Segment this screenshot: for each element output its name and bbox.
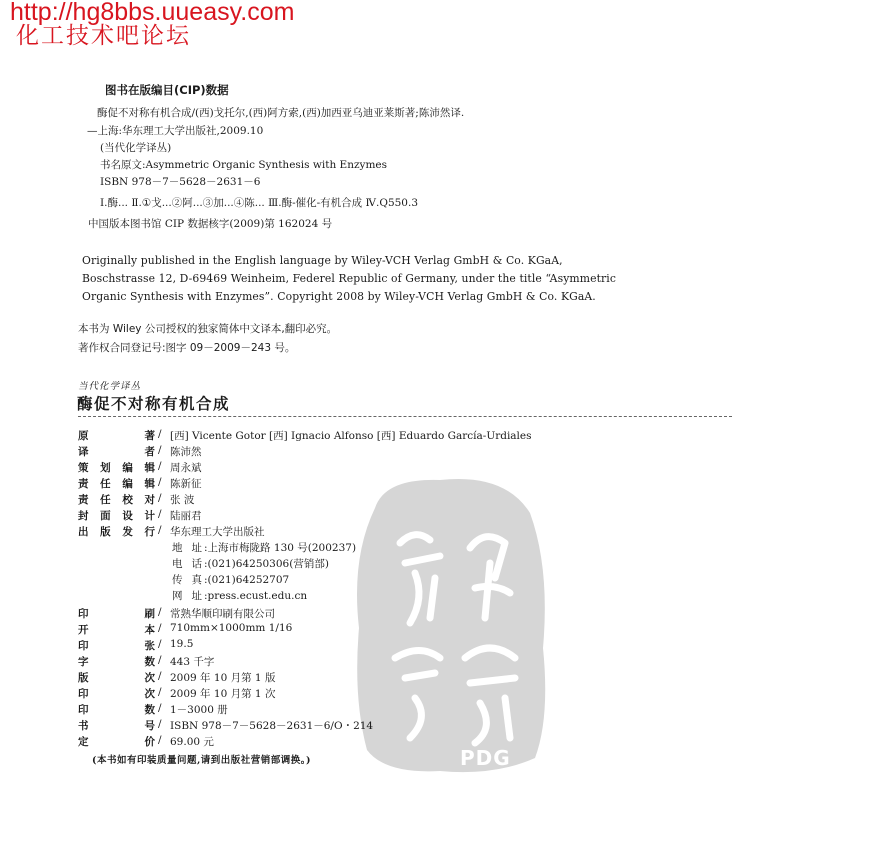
- contact-label: 地址: [172, 542, 202, 554]
- contact-value: 上海市梅陇路 130 号(200237): [207, 542, 357, 554]
- record-label: 书号: [78, 720, 155, 732]
- original-line: Organic Synthesis with Enzymes”. Copyright 2008 by Wiley-VCH Verlag GmbH & Co. KGaA.: [82, 290, 596, 303]
- record-separator: /: [158, 718, 162, 730]
- cip-title: 图书在版编目(CIP)数据: [105, 83, 229, 97]
- contact-address: 地址 :上海市梅陇路 130 号(200237): [172, 542, 357, 554]
- book-title: 酶促不对称有机合成: [77, 395, 231, 413]
- contact-value: press.ecust.edu.cn: [207, 590, 308, 602]
- record-value: 710mm×1000mm 1/16: [170, 622, 293, 634]
- record-label: 开本: [78, 624, 155, 636]
- cip-line: 书名原文:Asymmetric Organic Synthesis with Enzymes: [100, 159, 388, 171]
- cip-line: —上海:华东理工大学出版社,2009.10: [87, 125, 264, 137]
- series-name: 当代化学译丛: [78, 381, 142, 392]
- contact-label: 传真: [172, 574, 202, 586]
- record-label: 印次: [78, 688, 155, 700]
- record-label: 译者: [78, 446, 155, 458]
- record-value: ISBN 978－7－5628－2631－6/O・214: [170, 720, 374, 732]
- record-value: 张 波: [170, 494, 195, 506]
- watermark-url: http://hg8bbs.uueasy.com: [10, 0, 295, 26]
- record-value: [西] Vicente Gotor [西] Ignacio Alfonso [西] Eduardo García-Urdiales: [170, 430, 532, 442]
- record-value: 69.00 元: [170, 736, 214, 748]
- record-separator: /: [158, 476, 162, 488]
- cip-line: ISBN 978－7－5628－2631－6: [100, 176, 261, 188]
- contact-label: 电话: [172, 558, 202, 570]
- record-label: 版次: [78, 672, 155, 684]
- original-line: Originally published in the English language by Wiley-VCH Verlag GmbH & Co. KGaA,: [82, 254, 563, 267]
- record-value: 2009 年 10 月第 1 版: [170, 672, 276, 684]
- record-value: 1－3000 册: [170, 704, 228, 716]
- record-separator: /: [158, 460, 162, 472]
- cip-line: 酶促不对称有机合成/(西)戈托尔,(西)阿方索,(西)加西亚乌迪亚莱斯著;陈沛然译.: [97, 107, 465, 119]
- record-separator: /: [158, 638, 162, 650]
- contact-website: 网址 :press.ecust.edu.cn: [172, 590, 308, 602]
- record-label: 封面设计: [78, 510, 155, 522]
- record-separator: /: [158, 428, 162, 440]
- contract-number: 著作权合同登记号:图字 09－2009－243 号。: [78, 342, 296, 354]
- copyright-notice: 本书为 Wiley 公司授权的独家简体中文译本,翻印必究。: [78, 323, 338, 335]
- record-value: 19.5: [170, 638, 194, 650]
- record-separator: /: [158, 670, 162, 682]
- record-label: 印数: [78, 704, 155, 716]
- record-separator: /: [158, 444, 162, 456]
- cip-line: (当代化学译丛): [100, 142, 172, 154]
- watermark-forum: 化工技术吧论坛: [16, 23, 191, 49]
- record-separator: /: [158, 606, 162, 618]
- contact-value: (021)64250306(营销部): [207, 558, 329, 570]
- record-value: 443 千字: [170, 656, 215, 668]
- record-separator: /: [158, 702, 162, 714]
- cip-line: 中国版本图书馆 CIP 数据核字(2009)第 162024 号: [88, 218, 333, 230]
- original-line: Boschstrasse 12, D-69469 Weinheim, Federel Republic of Germany, under the title “Asymmetric: [82, 272, 616, 285]
- contact-phone: 电话 :(021)64250306(营销部): [172, 558, 329, 570]
- seal-pdg-text: PDG: [460, 746, 511, 770]
- record-label: 印张: [78, 640, 155, 652]
- record-separator: /: [158, 686, 162, 698]
- record-value: 常熟华顺印刷有限公司: [170, 608, 275, 620]
- contact-fax: 传真 :(021)64252707: [172, 574, 290, 586]
- record-label: 策划编辑: [78, 462, 155, 474]
- record-label: 定价: [78, 736, 155, 748]
- record-value: 陈沛然: [170, 446, 202, 458]
- record-label: 出版发行: [78, 526, 155, 538]
- record-separator: /: [158, 508, 162, 520]
- record-label: 印刷: [78, 608, 155, 620]
- cip-line: Ⅰ.酶... Ⅱ.①戈...②阿...③加...④陈... Ⅲ.酶-催化-有机合成 Ⅳ.Q550.3: [100, 197, 419, 209]
- record-value: 陆丽君: [170, 510, 202, 522]
- record-label: 原著: [78, 430, 155, 442]
- record-separator: /: [158, 734, 162, 746]
- record-separator: /: [158, 654, 162, 666]
- record-separator: /: [158, 524, 162, 536]
- record-value: 2009 年 10 月第 1 次: [170, 688, 276, 700]
- record-label: 字数: [78, 656, 155, 668]
- contact-label: 网址: [172, 590, 202, 602]
- record-value: 周永斌: [170, 462, 202, 474]
- record-value: 陈新征: [170, 478, 202, 490]
- dashed-divider: [78, 416, 732, 417]
- record-separator: /: [158, 492, 162, 504]
- contact-value: (021)64252707: [207, 574, 290, 586]
- record-label: 责任编辑: [78, 478, 155, 490]
- record-value: 华东理工大学出版社: [170, 526, 265, 538]
- record-separator: /: [158, 622, 162, 634]
- seal-stamp-graphic: [345, 468, 555, 780]
- footer-note: (本书如有印装质量问题,请到出版社营销部调换。): [92, 755, 312, 766]
- record-label: 责任校对: [78, 494, 155, 506]
